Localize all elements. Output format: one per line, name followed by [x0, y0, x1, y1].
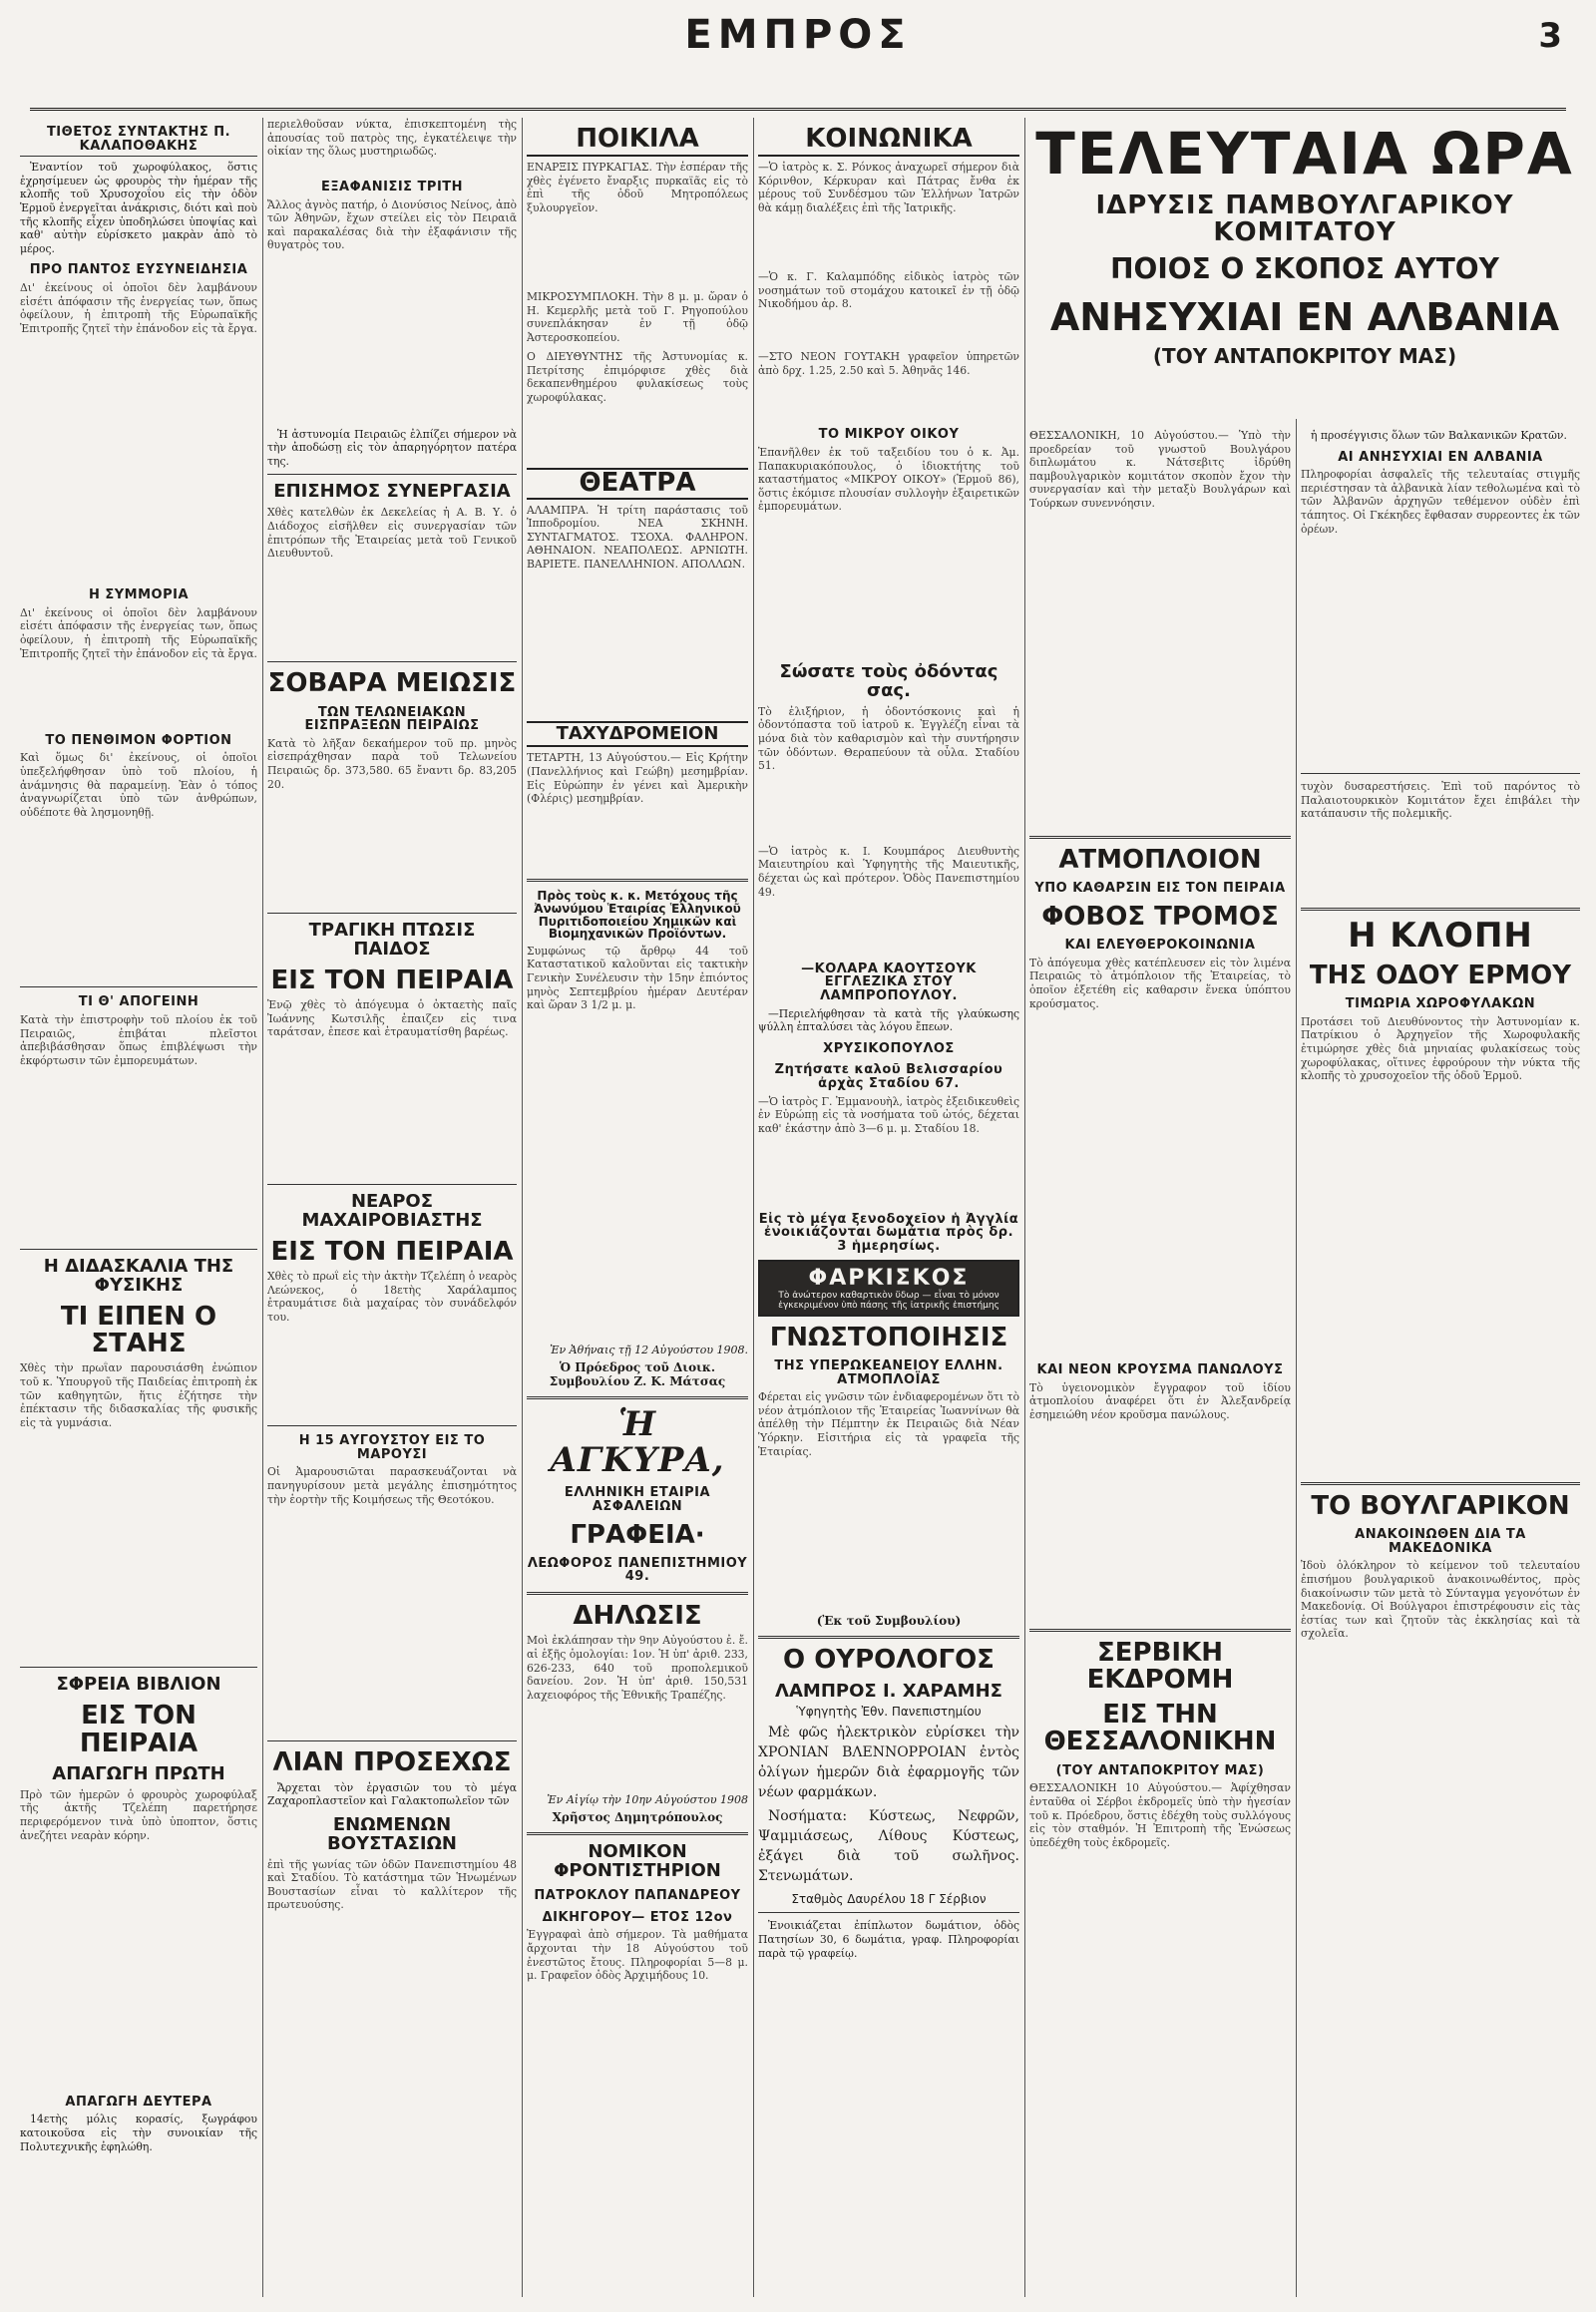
headline: ΑΠΑΓΩΓΗ ΔΕΥΤΕΡΑ [65, 2094, 212, 2110]
article-text: Τὸ ἀπόγευμα χθὲς κατέπλευσεν εἰς τὸν λιμένα Πειραιῶς τὸ ἀτμόπλοιον τῆς Ἑταιρείας, τὸ ὁποῖον ἐξετέθη εἰς καθαρσιν ἕνεκα ὑπόπτου κρούσματος. [1029, 956, 1291, 1010]
headline: ΕΠΙΣΗΜΟΣ ΣΥΝΕΡΓΑΣΙΑ [273, 481, 511, 503]
ad-heading: Ο ΟΥΡΟΛΟΓΟΣ [783, 1645, 995, 1676]
article-text: 14ετὴς μόλις κορασίς, ξωγράφου κατοικοῦσα εἰς τὴν συνοικίαν τῆς Πολυτεχνικῆς ἐφηλώθη. [20, 2113, 257, 2153]
byline: (ΤΟΥ ΑΝΤΑΠΟΚΡΙΤΟΥ ΜΑΣ) [1055, 1762, 1265, 1778]
headline: ΚΑΙ ΕΛΕΥΘΕΡΟΚΟΙΝΩΝΙΑ [1064, 938, 1256, 954]
headline: ΥΠΟ ΚΑΘΑΡΣΙΝ ΕΙΣ ΤΟΝ ΠΕΙΡΑΙΑ [1034, 881, 1286, 897]
article-text: —ΣΤΟ ΝΕΟΝ ΓΟΥΤΑΚΗ γραφεῖον ὑπηρετῶν ἀπὸ δρχ. 1.25, 2.50 καὶ 5. Ἀθηνᾶς 146. [758, 350, 1019, 377]
article-text: —Ὁ ἰατρὸς κ. Σ. Ρόνκος ἀναχωρεῖ σήμερον διὰ Κόρινθον, Κέρκυραν καὶ Πάτρας ἔνθα ἐκ μέρους τοῦ Συνδέσμου τῶν Ἑλλήνων Ἰατρῶν θὰ κάμῃ διαλέξεις ἐπὶ τῆς Ἰατρικῆς. [758, 161, 1019, 215]
headline: Σώσατε τοὺς ὀδόντας σας. [779, 660, 998, 701]
headline: ΤΙ ΕΙΠΕΝ Ο ΣΤΑΗΣ [60, 1301, 217, 1359]
side-heading: Η ΣΥΜΜΟΡΙΑ [88, 587, 190, 603]
ad-brand: ΦΑΡΚΙΣΚΟΣ [808, 1265, 970, 1291]
section-rule [758, 1912, 1019, 1913]
column-divider [262, 118, 263, 2297]
column-5 [1029, 429, 1291, 2297]
article-text: Δι' ἐκείνους οἱ ὁποῖοι δὲν λαμβάνουν εἰσέτι ἀπόφασιν τῆς ἐνεργείας των, ὅπως ὀφείλουν, ἡ ἐπιτροπὴ τῆς Εὐρωπαϊκῆς Ἐπιτροπῆς ζητεῖ τὴν ἐπάνοδον εἰς τὰ ἔργα. [20, 281, 257, 335]
advertisement-box [758, 1260, 1019, 1317]
headline: ΝΕΑΡΟΣ ΜΑΧΑΙΡΟΒΙΑΣΤΗΣ [301, 1190, 483, 1231]
article-text: Χθὲς τὸ πρωῒ εἰς τὴν ἀκτὴν Τζελέπη ὁ νεαρὸς Λεώνεκος, ὁ 18ετὴς Χαράλαμπος ἐτραυμάτισε διὰ μαχαίρας τὸν συνάδελφόν του. [267, 1270, 517, 1324]
notice-signature: (Ἐκ τοῦ Συμβουλίου) [816, 1614, 962, 1629]
ad-tagline: Τὸ ἀνώτερον καθαρτικὸν ὕδωρ — εἶναι τὸ μόνον ἐγκεκριμένον ὑπὸ πάσης τῆς ἰατρικῆς ἐπιστήμης [778, 1290, 999, 1311]
section-rule [758, 1636, 1019, 1639]
headline: Εἰς τὸ μέγα ξενοδοχεῖον ἡ Ἀγγλία ἐνοικιάζονται δωμάτια πρὸς δρ. 3 ἡμερησίως. [758, 1211, 1019, 1255]
headline: ΑΠΑΓΩΓΗ ΠΡΩΤΗ [52, 1762, 225, 1784]
article-text: Φέρεται εἰς γνῶσιν τῶν ἐνδιαφερομένων ὅτι τὸ νέον ἀτμόπλοιον τῆς Ἑταιρείας Ἰωαννίνων θὰ ἀπέλθῃ τὴν Πέμπτην ἐκ Πειραιῶς διὰ Νέαν Ὑόρκην. Εἰσιτήρια εἰς τὰ γραφεῖα τῆς Ἑταιρίας. [758, 1390, 1019, 1458]
banner-subheadline: ΠΟΙΟΣ Ο ΣΚΟΠΟΣ ΑΥΤΟΥ [1110, 252, 1499, 286]
section-rule [20, 1249, 257, 1250]
last-hour-banner [1029, 118, 1580, 371]
headline: ΤΟ ΒΟΥΛΓΑΡΙΚΟΝ [1311, 1490, 1570, 1521]
column-divider [522, 118, 523, 2297]
headline: ΑΙ ΑΝΗΣΥΧΙΑΙ ΕΝ ΑΛΒΑΝΙΑ [1338, 449, 1543, 465]
article-text: Ἐνῷ χθὲς τὸ ἀπόγευμα ὁ ὀκταετὴς παῖς Ἰωάννης Κωτσιλῆς ἐπαιζεν εἰς τινα ταράτσαν, ἐπεσε καὶ ἐτραυματίσθη βαρέως. [267, 997, 517, 1039]
headline: ΚΑΙ ΝΕΟΝ ΚΡΟΥΣΜΑ ΠΑΝΩΛΟΥΣ [1036, 1361, 1284, 1377]
article-text: Χθὲς τὴν πρωΐαν παρουσιάσθη ἐνώπιον τοῦ κ. Ὑπουργοῦ τῆς Παιδείας ἐπιτροπὴ ἐκ τῶν καθηγητῶν, ἥτις ἐζήτησε τὴν ἐπέκτασιν τῆς διδασκαλίας τῆς φυσικῆς εἰς τὰ γυμνάσια. [20, 1361, 257, 1429]
article-text: Ἐπανῆλθεν ἐκ τοῦ ταξειδίου του ὁ κ. Ἀμ. Παπακυριακόπουλος, ὁ ἰδιοκτήτης τοῦ καταστήματος «ΜΙΚΡΟΥ ΟΙΚΟΥ» (Ἑρμοῦ 86), ὅστις ἐκόμισε πλουσίαν συλλογὴν ἐξαιρετικῶν ἐμπορευμάτων. [758, 445, 1019, 514]
article-text: Ἰδοὺ ὁλόκληρον τὸ κείμενον τοῦ τελευταίου ἐπισήμου βουλγαρικοῦ ἀνακοινωθέντος, πρὸς διακοίνωσιν τῶν μετὰ τὸ Σύνταγμα γεγονότων ἐν Μακεδονίᾳ. Οἱ Βούλγαροι ἐπιστρέφουσιν εἰς τὰς ἑστίας των καὶ ζητοῦν τὰς ἐκκλησίας καὶ τὰ σχολεῖα. [1301, 1559, 1580, 1641]
section-rule [1029, 836, 1291, 839]
headline: Η ΚΛΟΠΗ [1348, 916, 1533, 957]
article-text: Τὸ ὑγειονομικὸν ἔγγραφον τοῦ ἰδίου ἀτμοπλοίου ἀναφέρει ὅτι ἐν Ἀλεξανδρείᾳ ἐσημειώθη νέον κροῦσμα πανώλους. [1029, 1380, 1291, 1421]
article-text: Συμφώνως τῷ ἄρθρῳ 44 τοῦ Καταστατικοῦ καλοῦνται εἰς τακτικὴν Γενικὴν Συνέλευσιν τὴν 15ην ἐπιόντος μηνὸς Σεπτεμβρίου ἡμέραν Δευτέραν καὶ ὥραν 3 1/2 μ. μ. [527, 944, 748, 1012]
article-text: Δι' ἐκείνους οἱ ὁποῖοι δὲν λαμβάνουν εἰσέτι ἀπόφασιν τῆς ἐνεργείας των, ὅπως ὀφείλουν, ἡ ἐπιτροπὴ τῆς Εὐρωπαϊκῆς Ἐπιτροπῆς ζητεῖ τὴν ἐπάνοδον εἰς τὰ ἔργα. [20, 605, 257, 660]
article-text: Πληροφορίαι ἀσφαλεῖς τῆς τελευταίας στιγμῆς περιέστησαν τὰ ἀλβανικὰ λίαν τεθολωμένα καὶ τὸ τῶν Ἀλβανῶν ἀρχηγῶν τεθέμενον οὐδὲν ἐπὶ τάπητος. Οἱ Γκέκηδες ἔφθασαν συρρεοντες ἐκ τῶν ὀρέων. [1301, 468, 1580, 536]
section-rule [527, 1396, 748, 1399]
column-divider [1296, 419, 1297, 2297]
ad-subheading: ΠΑΤΡΟΚΛΟΥ ΠΑΠΑΝΔΡΕΟΥ [534, 1888, 741, 1904]
article-text: Ἐνοικιάζεται ἐπίπλωτον δωμάτιον, ὁδὸς Πατησίων 30, 6 δωμάτια, γραφ. Πληροφορίαι παρὰ τῷ γραφείῳ. [758, 1919, 1019, 1960]
section-rule [267, 913, 517, 914]
article-text: Οἱ Ἀμαρουσιῶται παρασκευάζονται νὰ πανηγυρίσουν μετὰ μεγάλης ἐπισημότητος τὴν ἑορτὴν τῆς Κοιμήσεως τῆς Θεοτόκου. [267, 1465, 517, 1506]
ad-name: ΛΑΜΠΡΟΣ Ι. ΧΑΡΑΜΗΣ [775, 1680, 1002, 1702]
banner-subheadline: ΙΔΡΥΣΙΣ ΠΑΜΒΟΥΛΓΑΡΙΚΟΥ ΚΟΜΙΤΑΤΟΥ [1095, 190, 1514, 248]
section-rule [1301, 908, 1580, 911]
article-text: ΤΕΤΑΡΤΗ, 13 Αὐγούστου.— Εἰς Κρήτην (Πανελλήνιος καὶ Γεώβη) μεσημβρίαν. Εἰς Εὐρώπην ἐν γένει καὶ Ἀμερικὴν (Φλέρις) μεσημβρίαν. [527, 751, 748, 806]
article-text: Καὶ ὅμως δι' ἐκείνους, οἱ ὁποῖοι ὑπεξελήφθησαν ὑπὸ τοῦ πλοίου, ἡ ἀνάμνησις θὰ παραμείνῃ. Ἐὰν ὁ τόπος ἀναγνωρίζεται ὑπὸ τῶν ἀνθρώπων, οὐδέποτε θὰ λησμονηθῇ. [20, 751, 257, 819]
headline: ΕΙΣ ΤΟΝ ΠΕΙΡΑΙΑ [79, 1701, 199, 1758]
section-rule [1301, 773, 1580, 774]
notice-date: Ἐν Ἀθήναις τῇ 12 Αὐγούστου 1908. [550, 1343, 748, 1356]
article-text: Χθὲς κατελθὼν ἐκ Δεκελείας ἡ Α. Β. Υ. ὁ Διάδοχος εἰσῆλθεν εἰς συνεργασίαν τῶν ἐπιτρόπων τῆς Ἐταιρείας μετὰ τοῦ Γενικοῦ Διευθυντοῦ. [267, 506, 517, 561]
headline: ΤΙ Θ' ΑΠΟΓΕΙΝΗ [78, 994, 200, 1010]
notice-heading: ΓΝΩΣΤΟΠΟΙΗΣΙΣ [769, 1322, 1008, 1352]
article-text: Ἐγγραφαὶ ἀπὸ σήμερον. Τὰ μαθήματα ἄρχονται τὴν 18 Αὐγούστου τοῦ ἐνεστῶτος ἔτους. Πληροφορίαι 5—8 μ. μ. Γραφεῖον ὁδὸς Ἀρχιμήδους 10. [527, 1928, 748, 1983]
section-rule [20, 986, 257, 987]
headline: ΣΕΡΒΙΚΗ ΕΚΔΡΟΜΗ [1086, 1637, 1234, 1695]
headline: ΦΟΒΟΣ ΤΡΟΜΟΣ [1041, 901, 1279, 932]
ad-heading: Ἡ ΑΓΚΥΡΑ, [550, 1403, 725, 1480]
article-text: —Περιελήφθησαν τὰ κατὰ τῆς γλαύκωσης ψύλλη ἑπταλύσει τὰς λόγου ἔπεων. [758, 1006, 1019, 1034]
section-rule [527, 879, 748, 882]
headline: ΕΝΩΜΕΝΩΝ ΒΟΥΣΤΑΣΙΩΝ [327, 1813, 457, 1854]
article-text: Ο ΔΙΕΥΘΥΝΤΗΣ τῆς Ἀστυνομίας κ. Πετρίτσης ἐπιμόρφισε χθὲς διὰ δεκαπενθημέρου φυλακίσεως τοὺς χωροφύλακας. [527, 350, 748, 405]
article-text: Ἡ ἀστυνομία Πειραιῶς ἐλπίζει σήμερον νὰ τὴν ἀποδώσῃ εἰς τὸν ἀπαρηγόρητον πατέρα της. [267, 427, 517, 468]
headline: ΤΗΣ ΟΔΟΥ ΕΡΜΟΥ [1309, 960, 1572, 990]
headline: ΤΟ ΜΙΚΡΟΥ ΟΙΚΟΥ [818, 427, 960, 443]
notice-subheading: ΤΗΣ ΥΠΕΡΩΚΕΑΝΕΙΟΥ ΕΛΛΗΝ. ΑΤΜΟΠΛΟΪΑΣ [774, 1357, 1003, 1387]
article-text: —Ὁ ἰατρὸς Γ. Ἐμμανουὴλ, ἰατρὸς ἐξειδικευθεὶς ἐν Εὐρώπῃ εἰς τὰ νοσήματα τοῦ ὠτός, δέχεται καθ' ἑκάστην ἀπὸ 3—6 μ. μ. Σταδίου 18. [758, 1094, 1019, 1135]
article-text: Ἐναντίον τοῦ χωροφύλακος, ὅστις ἐχρησίμευεν ὡς φρουρὸς τὴν ἡμέραν τῆς κλοπῆς τοῦ Χρυσοχοΐου εἰς τὴν ὁδὸν Ἑρμοῦ ἐνεργεῖται ἀνάκρισις, διότι καὶ ποὺ τῆς κλοπῆς εἶχεν ὑποδηλώσει ὑποψίας καὶ καθ' αὐτὴν εὑρίσκετο μακρὰν ἀπὸ τὸ μέρος. [20, 161, 257, 255]
article-text: ἡ προσέγγισις ὅλων τῶν Βαλκανικῶν Κρατῶν. [1311, 429, 1567, 442]
article-text: Προτάσει τοῦ Διευθύνοντος τὴν Ἀστυνομίαν κ. Πατρίκιου ὁ Ἀρχηγεῖον τῆς Χωροφυλακῆς ἐτιμώρησε χθὲς διὰ μηνιαίας φυλακίσεως τοὺς χωροφύλακας, οἵτινες ἐφρούρουν τὴν νύκτα τῆς κλοπῆς τὸ χρυσοχοεῖον τῆς ὁδοῦ Ἑρμοῦ. [1301, 1014, 1580, 1083]
section-rule [267, 661, 517, 662]
notice-signature: Χρῆστος Δημητρόπουλος [552, 1810, 723, 1825]
article-text: Τὸ ἐλιξήριον, ἡ ὀδοντόσκονις καὶ ἡ ὀδοντόπαστα τοῦ ἰατροῦ κ. Ἐγγλέζη εἶναι τὰ μόνα διὰ τὸν καθαρισμὸν καὶ τὴν συντήρησιν τῶν ὀδόντων. Θεραπεύουν τὰ οὖλα. Σταδίου 51. [758, 704, 1019, 773]
column-divider [753, 118, 754, 2297]
headline: ΤΟ ΠΕΝΘΙΜΟΝ ΦΟΡΤΙΟΝ [45, 732, 232, 748]
article-text: Ἄλλος ἀγνὸς πατήρ, ὁ Διονύσιος Νείνος, ἀπὸ τῶν Ἀθηνῶν, ἔχων στείλει εἰς τὸν Πειραιᾶ καὶ παρακαλέσας διὰ τὴν ἐξαφάνισιν τῆς θυγατρὸς του. [267, 197, 517, 252]
headline: ΣΟΒΑΡΑ ΜΕΙΩΣΙΣ [267, 668, 517, 699]
headline: ΛΙΑΝ ΠΡΟΣΕΧΩΣ [272, 1747, 512, 1778]
headline: Η 15 ΑΥΓΟΥΣΤΟΥ ΕΙΣ ΤΟ ΜΑΡΟΥΣΙ [298, 1433, 486, 1462]
article-text: ΘΕΣΣΑΛΟΝΙΚΗ 10 Αὐγούστου.— Ἀφίχθησαν ἐνταῦθα οἱ Σέρβοι ἐκδρομεῖς ὑπὸ τὴν ἡγεσίαν τοῦ κ. Πρόεδρου, ὅστις ἐδέχθη τοὺς συλλόγους εἰς τὸν σταθμόν. Ἡ Ἐπιτροπὴ τῆς Ἑνώσεως ὑπεδέχθη τοὺς ἐκδρομεῖς. [1029, 1781, 1291, 1849]
headline: ΤΙΘΕΤΟΣ ΣΥΝΤΑΚΤΗΣ Π. ΚΑΛΑΠΟΘΑΚΗΣ [20, 126, 257, 157]
headline: —ΚΟΛΑΡΑ ΚΑΟΥΤΣΟΥΚ ΕΓΓΛΕΖΙΚΑ ΣΤΟΥ ΛΑΜΠΡΟΠΟΥΛΟΥ. [801, 961, 977, 1003]
headline: ΤΩΝ ΤΕΛΩΝΕΙΑΚΩΝ ΕΙΣΠΡΑΞΕΩΝ ΠΕΙΡΑΙΩΣ [304, 704, 480, 734]
headline: ΧΡΥΣΙΚΟΠΟΥΛΟΣ [823, 1040, 955, 1056]
section-heading: ΤΑΧΥΔΡΟΜΕΙΟΝ [527, 721, 748, 748]
article-text: Κατὰ τὴν ἐπιστροφὴν τοῦ πλοίου ἐκ τοῦ Πειραιῶς, ἐπιβάται πλεῖστοι ἀπεβιβάσθησαν ὅπως ἐπιβλέψωσι τὴν ἐκφόρτωσιν τῶν ἐμπορευμάτων. [20, 1013, 257, 1067]
section-rule [267, 1740, 517, 1741]
notice-heading: Πρὸς τοὺς κ. κ. Μετόχους τῆς Ἀνωνύμου Ἑταιρίας Ἑλληνικοῦ Πυριτιδοποιείου Χημικῶν καὶ Βιομηχανικῶν Προϊόντων. [534, 889, 741, 942]
column-3 [527, 118, 748, 2297]
newspaper-title: ΕΜΠΡΟΣ [684, 12, 912, 58]
headline: ΕΞΑΦΑΝΙΣΙΣ ΤΡΙΤΗ [320, 180, 464, 194]
headline: ΑΝΑΚΟΙΝΩΘΕΝ ΔΙΑ ΤΑ ΜΑΚΕΔΟΝΙΚΑ [1355, 1527, 1526, 1556]
section-rule [267, 1425, 517, 1426]
section-rule [1301, 1482, 1580, 1485]
ad-text: Μὲ φῶς ἠλεκτρικὸν εὐρίσκει τὴν ΧΡΟΝΙΑΝ ΒΛΕΝΝΟΡΡΟΙΑΝ ἐντὸς ὀλίγων ἡμερῶν διὰ ἐφαρμογῆς τῶν νέων φαρμάκων. [758, 1725, 1019, 1801]
article-text: Ἄρχεται τὸν ἐργασιῶν του τὸ μέγα Ζαχαροπλαστεῖον καὶ Γαλακτοπωλεῖον τῶν [267, 1780, 517, 1808]
column-1 [20, 118, 257, 2297]
ad-address: Σταθμὸς Δαυρέλου 18 Γ Σέρβιον [791, 1892, 987, 1907]
section-rule [527, 1832, 748, 1835]
column-6 [1301, 429, 1580, 2297]
article-text: ΑΛΑΜΠΡΑ. Ἡ τρίτη παράστασις τοῦ Ἱπποδρομίου. ΝΕΑ ΣΚΗΝΗ. ΣΥΝΤΑΓΜΑΤΟΣ. ΤΣΟΧΑ. ΦΑΛΗΡΟΝ. ΑΘΗΝΑΙΟΝ. ΝΕΑΠΟΛΕΩΣ. ΑΡΝΙΩΤΗ. ΒΑΡΙΕΤΕ. ΠΑΝΕΛΛΗΝΙΟΝ. ΑΠΟΛΛΩΝ. [527, 503, 748, 571]
column-2 [267, 118, 517, 2297]
headline: ΤΡΑΓΙΚΗ ΠΤΩΣΙΣ ΠΑΙΔΟΣ [308, 919, 476, 960]
headline: ΤΙΜΩΡΙΑ ΧΩΡΟΦΥΛΑΚΩΝ [1345, 996, 1536, 1012]
article-text: ΕΝΑΡΞΙΣ ΠΥΡΚΑΓΙΑΣ. Τὴν ἑσπέραν τῆς χθὲς ἐγένετο ἔναρξις πυρκαϊᾶς εἰς τὸ ἐπὶ τῆς ὁδοῦ Μητροπόλεως ξυλουργεῖον. [527, 161, 748, 215]
column-divider [1024, 118, 1025, 2297]
section-rule [267, 1184, 517, 1185]
section-rule [20, 1667, 257, 1668]
headline: Η ΔΙΔΑΣΚΑΛΙΑ ΤΗΣ ΦΥΣΙΚΗΣ [43, 1256, 234, 1296]
notice-signature: Ὁ Πρόεδρος τοῦ Διοικ. Συμβουλίου Ζ. Κ. Μάτσας [549, 1359, 726, 1388]
ad-subheading: ΕΛΛΗΝΙΚΗ ΕΤΑΙΡΙΑ ΑΣΦΑΛΕΙΩΝ [564, 1485, 711, 1514]
ad-title: Ὑφηγητὴς Ἐθν. Πανεπιστημίου [796, 1705, 982, 1720]
ad-text: Νοσήματα: Κύστεως, Νεφρῶν, Ψαμμιάσεως, Λίθους Κύστεως, ἐξάγει διὰ τοῦ σωλῆνος. Στενωμάτων. [758, 1808, 1019, 1885]
headline: ΕΙΣ ΤΟΝ ΠΕΙΡΑΙΑ [270, 1236, 514, 1267]
ad-subheading: ΔΙΚΗΓΟΡΟΥ— ΕΤΟΣ 12ον [542, 1909, 733, 1925]
headline: ΕΙΣ ΤΗΝ ΘΕΣΣΑΛΟΝΙΚΗΝ [1043, 1700, 1277, 1757]
banner-byline: (ΤΟΥ ΑΝΤΑΠΟΚΡΙΤΟΥ ΜΑΣ) [1152, 343, 1457, 368]
headline: ΣΦΡΕΙΑ ΒΙΒΛΙΟΝ [56, 1674, 221, 1696]
page-number: 3 [1538, 16, 1562, 56]
ad-subheading: ΓΡΑΦΕΙΑ· [570, 1519, 705, 1550]
article-text: ΘΕΣΣΑΛΟΝΙΚΗ, 10 Αὐγούστου.— Ὑπὸ τὴν προεδρείαν τοῦ γνωστοῦ Βουλγάρου διπλωμάτου κ. Νάτσεβιτς ἱδρύθη παμβουλγαρικὸν κομιτάτον σκοπὸν ἔχον τὴν συνεργασίαν καὶ τὴν μεταξὺ Βουλγάρων καὶ Τούρκων συνεννόησιν. [1029, 429, 1291, 510]
section-heading: ΘΕΑΤΡΑ [527, 468, 748, 499]
article-text: Κατὰ τὸ λῆξαν δεκαήμερον τοῦ πρ. μηνὸς εἰσεπράχθησαν παρὰ τοῦ Τελωνείου Πειραιῶς δρ. 373,580. 65 ἔναντι δρ. 83,205 20. [267, 736, 517, 791]
banner-headline: ΤΕΛΕΥΤΑΙΑ ΩΡΑ [1035, 120, 1574, 188]
headline: ΕΙΣ ΤΟΝ ΠΕΙΡΑΙΑ [270, 964, 514, 995]
article-text: Μοὶ ἐκλάπησαν τὴν 9ην Αὐγούστου ἐ. ἔ. αἱ ἑξῆς ὁμολογίαι: 1ον. Ἡ ὑπ' ἀριθ. 233, 626-233, 640 τοῦ προπολεμικοῦ δανείου. 2ον. Ἡ ὑπ' ἀριθ. 150,531 λαχειοφόρος τῆς Ἐθνικῆς Τραπέζης. [527, 1634, 748, 1702]
section-rule [1029, 1629, 1291, 1632]
section-heading: ΠΟΙΚΙΛΑ [527, 126, 748, 157]
article-text: —Ὁ κ. Γ. Καλαμπόδης εἰδικὸς ἰατρὸς τῶν νοσημάτων τοῦ στομάχου κατοικεῖ ἐν τῇ ὁδῷ Νικοδήμου ἀρ. 8. [758, 270, 1019, 311]
article-text: τυχὸν δυσαρεστήσεις. Ἐπὶ τοῦ παρόντος τὸ Παλαιοτουρκικὸν Κομιτάτον ἔχει ἐπιβάλει τὴν κατάπαυσιν τῆς πολεμικῆς. [1301, 780, 1580, 821]
ad-heading: ΝΟΜΙΚΟΝ ΦΡΟΝΤΙΣΤΗΡΙΟΝ [554, 1841, 721, 1882]
headline: ΑΤΜΟΠΛΟΙΟΝ [1058, 845, 1262, 875]
column-4 [758, 118, 1019, 2297]
masthead-rule [30, 108, 1566, 111]
notice-heading: ΔΗΛΩΣΙΣ [573, 1601, 702, 1632]
headline: Ζητήσατε καλοῦ Βελισσαρίου ἀρχὰς Σταδίου 67. [774, 1062, 1003, 1092]
section-rule [267, 474, 517, 475]
section-rule [527, 1592, 748, 1595]
section-heading: ΚΟΙΝΩΝΙΚΑ [758, 126, 1019, 157]
article-text: ΜΙΚΡΟΣΥΜΠΛΟΚΗ. Τὴν 8 μ. μ. ὥραν ὁ Η. Κεμερλῆς μετὰ τοῦ Γ. Ρηγοπούλου συνεπλάκησαν ἐν τῇ ὁδῷ Ἀστεροσκοπείου. [527, 290, 748, 345]
masthead [30, 12, 1566, 112]
article-text: —Ὁ ἰατρὸς κ. Ι. Κουμπάρος Διευθυντὴς Μαιευτηρίου καὶ Ὑφηγητὴς τῆς Μαιευτικῆς, δέχεται ὡς καὶ πρότερον. Ὁδὸς Πανεπιστημίου 49. [758, 844, 1019, 899]
notice-date: Ἐν Αἰγίῳ τὴν 10ην Αὐγούστου 1908 [547, 1793, 748, 1807]
article-text: ἐπὶ τῆς γωνίας τῶν ὁδῶν Πανεπιστημίου 48 καὶ Σταδίου. Τὸ κατάστημα τῶν Ἡνωμένων Βουστασίων εἶναι τὸ καλλίτερον τῆς πρωτευούσης. [267, 1857, 517, 1912]
banner-subheadline: ΑΝΗΣΥΧΙΑΙ ΕΝ ΑΛΒΑΝΙΑ [1049, 294, 1560, 339]
ad-address: ΛΕΩΦΟΡΟΣ ΠΑΝΕΠΙΣΤΗΜΙΟΥ 49. [527, 1555, 748, 1585]
article-text: περιελθοῦσαν νύκτα, ἐπισκεπτομένη τὴς ἀπουσίας τοῦ πατρὸς της, ἐγκατέλειψε τὴν οἰκίαν της ὅλως μυστηριωδῶς. [267, 118, 517, 159]
side-heading: ΠΡΟ ΠΑΝΤΟΣ ΕΥΣΥΝΕΙΔΗΣΙΑ [29, 262, 248, 278]
article-text: Πρὸ τῶν ἡμερῶν ὁ φρουρὸς χωροφύλαξ τῆς ἀκτῆς Τζελέπη παρετήρησε περιφερόμενον τινὰ ὑπὸ ὑποπτον, ὅστις ἀνεζήτει νεαρὰν κόρην. [20, 1787, 257, 1842]
